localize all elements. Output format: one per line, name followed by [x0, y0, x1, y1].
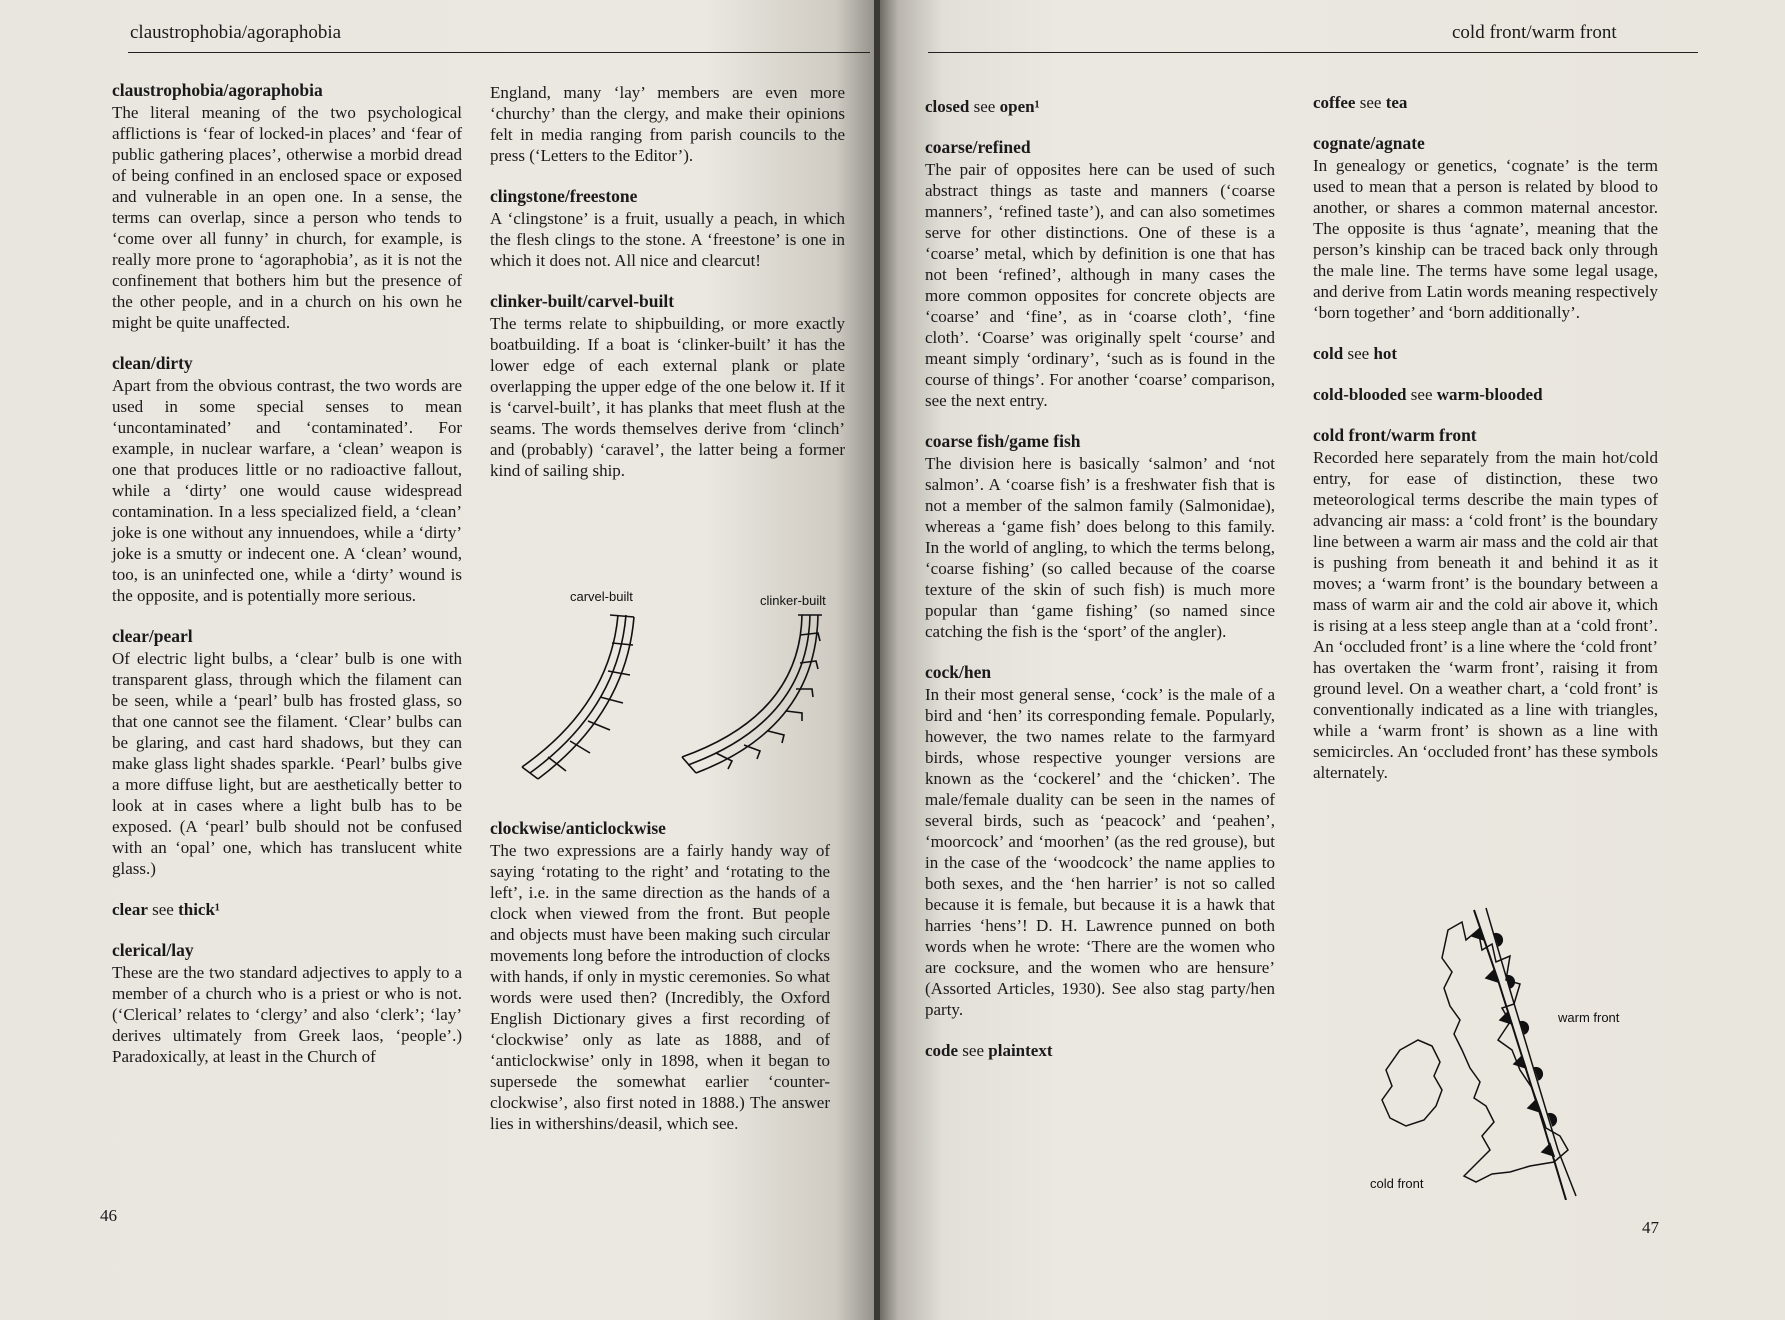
- entry-coarse-fish: [925, 431, 1275, 642]
- xref-term: clear: [112, 900, 148, 919]
- page-number-left: 46: [100, 1206, 117, 1225]
- hull-figure: [500, 585, 850, 795]
- entry-clingstone: [490, 186, 845, 271]
- definition: In genealogy or genetics, ‘cognate’ is the term used to mean that a person is related by blood to another, or shares a common maternal ancestor. The opposite is thus ‘agnate’, meaning that the person’s kinship can be traced back only through the male line. The terms have some legal usage, and derive from Latin words meaning respectively ‘born together’ and ‘born additionally’.: [1313, 156, 1658, 322]
- label-clinker-built: clinker-built: [760, 593, 826, 608]
- headword: cold front/warm front: [1313, 425, 1477, 445]
- definition: In their most general sense, ‘cock’ is the male of a bird and ‘hen’ its corresponding female. Popularly, however, the two names relate to the farmyard birds, whose respective younger versions are known as the ‘cockerel’ and the ‘chicken’. The male/female duality can be seen in the names of several birds, such as ‘peacock’ and ‘peahen’, ‘moorcock’ and ‘moorhen’ (as the red grouse), but in the case of the ‘woodcock’ the name applies to both sexes, and the ‘hen harrier’ is not so called because it is female, but because it is a hawk that harries ‘hens’! D. H. Lawrence punned on both words when he wrote: ‘There are the women who are cocksure, and the women who are hensure’ (Assorted Articles, 1930). See also stag party/hen party.: [925, 685, 1275, 1019]
- page-number-right: 47: [1642, 1218, 1659, 1237]
- headword: cognate/agnate: [1313, 133, 1425, 153]
- label-cold-front: cold front: [1370, 1176, 1424, 1191]
- left-column-2-lower: [490, 818, 830, 1154]
- headword: clerical/lay: [112, 940, 194, 960]
- xref-term: cold-blooded: [1313, 385, 1407, 404]
- right-column-2: [1313, 92, 1658, 803]
- entry-clockwise: [490, 818, 830, 1134]
- left-column-1: [112, 80, 462, 1087]
- entry-coarse-refined: [925, 137, 1275, 411]
- xref-target: warm-blooded: [1436, 385, 1543, 404]
- definition: A ‘clingstone’ is a fruit, usually a peach, in which the flesh clings to the stone. A ‘freestone’ is one in which it does not. All nice and clearcut!: [490, 209, 845, 270]
- running-head-left: claustrophobia/agoraphobia: [130, 22, 342, 43]
- british-isles-map-drawing: [1370, 900, 1630, 1200]
- xref-term: closed: [925, 97, 970, 116]
- xref-coffee: [1313, 92, 1658, 113]
- definition: The terms relate to shipbuilding, or more exactly boatbuilding. If a boat is ‘clinker-built’ it has the lower edge of each external plank or plate overlapping the upper edge of the one below it. If it is ‘carvel-built’, it has planks that meet flush at the seams. The words themselves derive from ‘clinch’ and (probably) ‘caravel’, the latter being a former kind of sailing ship.: [490, 314, 845, 480]
- definition: The two expressions are a fairly handy way of saying ‘rotating to the right’ and ‘rotating to the left’, i.e. in the same direction as the hands of a clock when viewed from the front. But people and objects must have been making such circular movements long before the introduction of clocks with hands, if only in mystic ceremonies. So what words were used then? (Incredibly, the Oxford English Dictionary gives a first recording of ‘clockwise’ only as late as 1888, and of ‘anticlockwise’ only in 1898, when it began to supersede the somewhat earlier ‘counter-clockwise’, also first noted in 1888.) The answer lies in withershins/deasil, which see.: [490, 841, 830, 1133]
- weather-front-map: [1370, 900, 1630, 1200]
- running-head-right: cold front/warm front: [1452, 22, 1617, 43]
- xref-code: [925, 1040, 1275, 1061]
- label-carvel-built: carvel-built: [570, 589, 633, 604]
- headword: coarse/refined: [925, 137, 1031, 157]
- xref-target: plaintext: [988, 1041, 1053, 1060]
- xref-target: hot: [1373, 344, 1398, 363]
- right-column-1: [925, 96, 1275, 1081]
- definition: The division here is basically ‘salmon’ and ‘not salmon’. A ‘coarse fish’ is a freshwater fish that is not a member of the salmon family (Salmonidae), whereas a ‘game fish’ does belong to this family. In the world of angling, to which the terms belong, ‘coarse fishing’ (so called because of the coarse texture of the skin of such fish) is much more popular than ‘game fishing’ (so named since catching the fish is the ‘sport’ of the angler).: [925, 454, 1275, 641]
- entry-cognate-agnate: [1313, 133, 1658, 323]
- entry-cold-front: [1313, 425, 1658, 783]
- headword: clinker-built/carvel-built: [490, 291, 675, 311]
- label-warm-front: warm front: [1558, 1010, 1620, 1025]
- entry-continuation: [490, 82, 845, 166]
- continuation-text: England, many ‘lay’ members are even more ‘churchy’ than the clergy, and make their opinions felt in media ranging from parish councils to the press (‘Letters to the Editor’).: [490, 83, 845, 165]
- xref-clear: [112, 899, 462, 920]
- entry-claustrophobia: [112, 80, 462, 333]
- xref-see: see: [1359, 93, 1382, 112]
- xref-term: cold: [1313, 344, 1344, 363]
- definition: Of electric light bulbs, a ‘clear’ bulb is one with transparent glass, through which the filament can be seen, while a ‘pearl’ bulb has frosted glass, so that one cannot see the filament. ‘Clear’ bulbs can be glaring, and cast hard shadows, but they can make glass light shades sparkle. ‘Pearl’ bulbs give a more diffuse light, but are aesthetically better to look at in cases where a light bulb has to be exposed. (A ‘pearl’ bulb should not be confused with an ‘opal’ one, which has translucent white glass.): [112, 649, 462, 878]
- headword: claustrophobia/agoraphobia: [112, 80, 323, 100]
- headword: clockwise/anticlockwise: [490, 818, 666, 838]
- headword: cock/hen: [925, 662, 992, 682]
- header-rule-right: [928, 52, 1698, 53]
- xref-target: tea: [1385, 93, 1408, 112]
- xref-cold: [1313, 343, 1658, 364]
- definition: Recorded here separately from the main hot/cold entry, for ease of distinction, these two meteorological terms describe the main types of advancing air mass: a ‘cold front’ is the boundary line between a warm air mass and the cold air that is pushing from beneath it and behind it as it moves; a ‘warm front’ is the boundary between a mass of warm air and the cold air above it, which is rising at a less steep angle than at a ‘cold front’. An ‘occluded front’ is a line where the ‘cold front’ has overtaken the ‘warm front’, raising it from ground level. On a weather chart, a ‘cold front’ is conventionally indicated as a line with triangles, while a ‘warm front’ is shown as a line with semicircles. An ‘occluded front’ has these symbols alternately.: [1313, 448, 1658, 782]
- headword: clean/dirty: [112, 353, 193, 373]
- definition: Apart from the obvious contrast, the two words are used in some special senses to mean ‘uncontaminated’ and ‘contaminated’. For example, in nuclear warfare, a ‘clean’ weapon is one that produces little or no radioactive fallout, while a ‘dirty’ one would cause widespread contamination. In a less specialized field, a ‘clean’ joke is one without any innuendoes, while a ‘dirty’ joke is a smutty or indecent one. A ‘clean’ wound, too, is an uninfected one, while a ‘dirty’ wound is the opposite, and is potentially more serious.: [112, 376, 462, 605]
- definition: The pair of opposites here can be used of such abstract things as taste and manners (‘coarse manners’, ‘refined taste’), and can also sometimes serve for other distinctions. One of these is a ‘coarse’ metal, which by definition is one that has not been ‘refined’, although in many cases the more common opposites for concrete objects are ‘coarse’ and ‘fine’, as in ‘coarse cloth’, ‘fine cloth’. ‘Coarse’ was originally spelt ‘course’ and meant simply ‘ordinary’, ‘such as is found in the course of things’. For another ‘coarse’ comparison, see the next entry.: [925, 160, 1275, 410]
- entry-clerical-lay: [112, 940, 462, 1067]
- xref-see: see: [962, 1041, 985, 1060]
- headword: coarse fish/game fish: [925, 431, 1081, 451]
- xref-target: open¹: [999, 97, 1040, 116]
- xref-term: code: [925, 1041, 959, 1060]
- headword: clear/pearl: [112, 626, 193, 646]
- hull-cross-section-drawing: [500, 585, 850, 795]
- entry-clean-dirty: [112, 353, 462, 606]
- xref-see: see: [1410, 385, 1433, 404]
- xref-target: thick¹: [178, 900, 221, 919]
- left-page: [0, 0, 880, 1320]
- xref-see: see: [973, 97, 996, 116]
- xref-cold-blooded: [1313, 384, 1658, 405]
- header-rule-left: [128, 52, 870, 53]
- entry-clear-pearl: [112, 626, 462, 879]
- xref-see: see: [152, 900, 174, 919]
- definition: The literal meaning of the two psychological afflictions is ‘fear of locked-in places’ and ‘fear of public gathering places’, otherwise a morbid dread of being confined in an enclosed space or exposed and vulnerable in an open one. In a sense, the terms can overlap, since a person who tends to ‘come over all funny’ in church, for example, is really more prone to ‘agoraphobia’, as it is not the confinement that bothers him but the presence of the other people, and in a church on his own he might be quite unaffected.: [112, 103, 462, 332]
- xref-closed: [925, 96, 1275, 117]
- xref-term: coffee: [1313, 93, 1356, 112]
- xref-see: see: [1347, 344, 1370, 363]
- headword: clingstone/freestone: [490, 186, 638, 206]
- definition: These are the two standard adjectives to apply to a member of a church who is a priest or who is not. (‘Clerical’ relates to ‘clergy’ and also ‘clerk’; ‘lay’ derives ultimately from Greek laos, ‘people’.) Paradoxically, at least in the Church of: [112, 963, 462, 1066]
- left-column-2: [490, 82, 845, 501]
- entry-cock-hen: [925, 662, 1275, 1020]
- entry-clinker-built: [490, 291, 845, 481]
- right-page: [880, 0, 1785, 1320]
